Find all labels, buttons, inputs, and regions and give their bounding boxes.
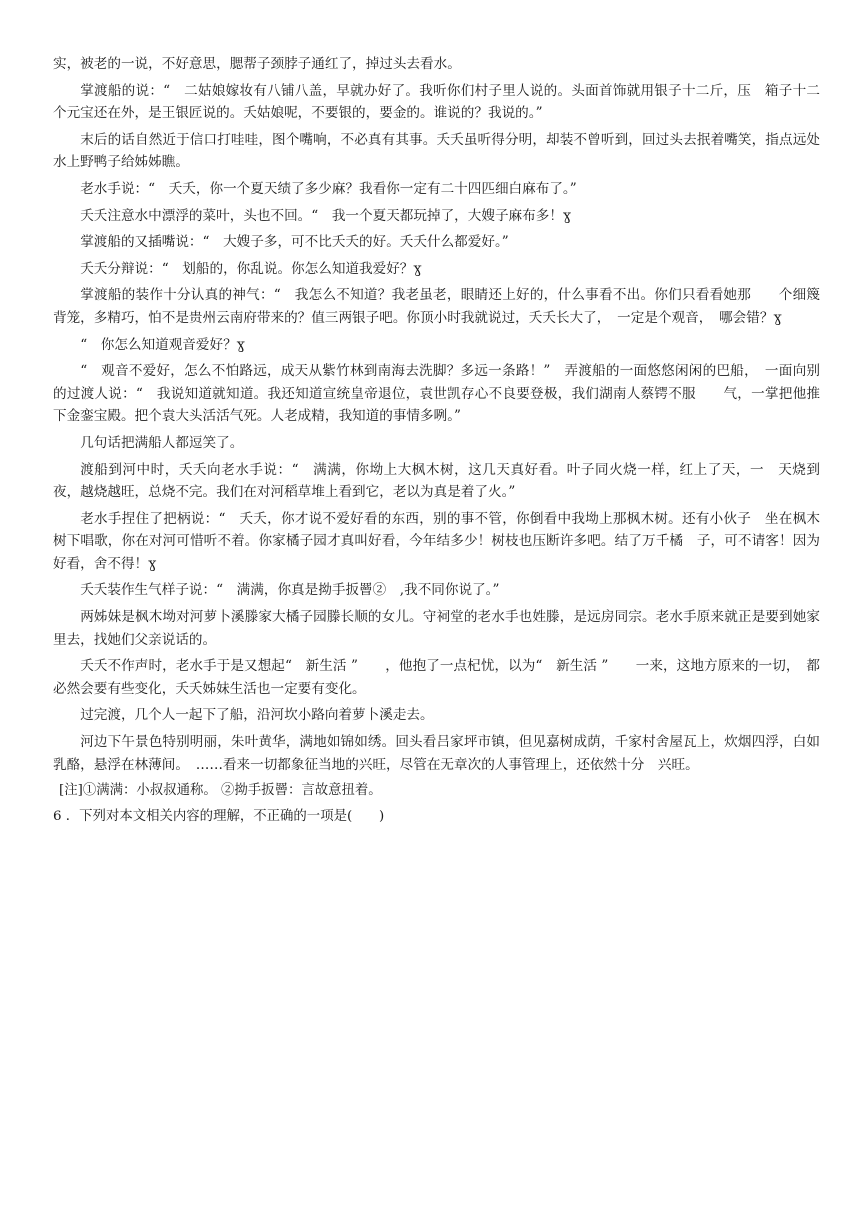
paragraph: “ 你怎么知道观音爱好？ɣ <box>80 336 245 353</box>
question-6: 6 ．下列对本文相关内容的理解，不正确的一项是( ) <box>53 809 385 825</box>
paragraph: 渡船到河中时，夭夭向老水手说：“ 满满，你坳上大枫木树，这几天真好看。叶子同火烧一样，红上了天，一 天烧到夜，越烧越旺，总烧不完。我们在对河稻草堆上看到它，老以为真是着了火。” <box>53 461 820 501</box>
paragraph: 夭夭注意水中漂浮的菜叶，头也不回。“ 我一个夏天都玩掉了，大嫂子麻布多！ɣ <box>80 207 572 224</box>
footnote: [注]①满满：小叔叔通称。 ②拗手扳罾：言故意扭着。 <box>59 783 382 799</box>
paragraph: 河边下午景色特别明丽，朱叶黄华，满地如锦如绣。回头看吕家坪市镇，但见嘉树成荫，千家村舍屋瓦上，炊烟四浮，白如乳酪，悬浮在林薄间。 ……看来一切都象征当地的兴旺，尽管在无章次的人事管理上，还依然十分 兴旺。 <box>53 734 820 773</box>
paragraph: “ 观音不爱好，怎么不怕路远，成天从紫竹林到南海去洗脚？多远一条路！” 弄渡船的一面悠悠闲闲的巴船， 一面向别的过渡人说：“ 我说知道就知道。我还知道宣统皇帝退位，袁世凯存心不良要登极，我们湖南人蔡锷不服 气，一掌把他推下金銮宝殿。把个袁大头活活气死。人老成精，我知道的事情多咧。” <box>53 363 820 425</box>
paragraph: 几句话把满船人都逗笑了。 <box>80 434 244 451</box>
paragraph: 掌渡船的说：“ 二姑娘嫁妆有八铺八盖，早就办好了。我听你们村子里人说的。头面首饰就用银子十二斤，压 箱子十二个元宝还在外，是王银匠说的。夭姑娘呢，不要银的，要金的。谁说的？我说的。” <box>53 82 820 122</box>
paragraph: 夭夭装作生气样子说：“ 满满，你真是拗手扳罾② ,我不同你说了。” <box>80 582 500 599</box>
paragraph: 掌渡船的又插嘴说：“ 大嫂子多，可不比夭夭的好。夭夭什么都爱好。” <box>80 234 509 251</box>
paragraph: 两姊妹是枫木坳对河萝卜溪滕家大橘子园滕长顺的女儿。守祠堂的老水手也姓滕，是远房同宗。老水手原来就正是要到她家里去，找她们父亲说话的。 <box>53 609 820 648</box>
paragraph: 夭夭不作声时，老水手于是又想起“ 新生活 ” ，他抱了一点杞忧，以为“ 新生活 ” 一来，这地方原来的一切， 都必然会要有些变化，夭夭姊妹生活也一定要有变化。 <box>53 658 820 697</box>
paragraph: 老水手捏住了把柄说：“ 夭夭，你才说不爱好看的东西，别的事不管，你倒看中我坳上那枫木树。还有小伙子 坐在枫木树下唱歌，你在对河可惜听不着。你家橘子园才真叫好看，今年结多少！树枝也压断许多吧。结了万千橘 子，可不请客！因为好看，舍不得！ɣ <box>53 510 820 572</box>
paragraph: 掌渡船的装作十分认真的神气：“ 我怎么不知道？我老虽老，眼睛还上好的，什么事看不出。你们只看看她那 个细篾背笼，多精巧，怕不是贵州云南府带来的？值三两银子吧。你顶小时我就说过，夭夭长大了， 一定是个观音， 哪会错？ɣ <box>53 287 820 326</box>
paragraph: 老水手说：“ 夭夭，你一个夏天绩了多少麻？我看你一定有二十四匹细白麻布了。” <box>80 180 577 197</box>
paragraph: 过完渡，几个人一起下了船，沿河坎小路向着萝卜溪走去。 <box>80 707 434 724</box>
paragraph: 末后的话自然近于信口打哇哇，图个嘴响，不必真有其事。夭夭虽听得分明，却装不曾听到，回过头去抿着嘴笑，指点远处水上野鸭子给姊姊瞧。 <box>53 131 820 171</box>
paragraph: 夭夭分辩说：“ 划船的，你乱说。你怎么知道我爱好？ɣ <box>80 260 422 277</box>
paragraph: 实，被老的一说，不好意思，腮帮子颈脖子通红了，掉过头去看水。 <box>53 56 461 72</box>
document-page <box>53 56 820 828</box>
